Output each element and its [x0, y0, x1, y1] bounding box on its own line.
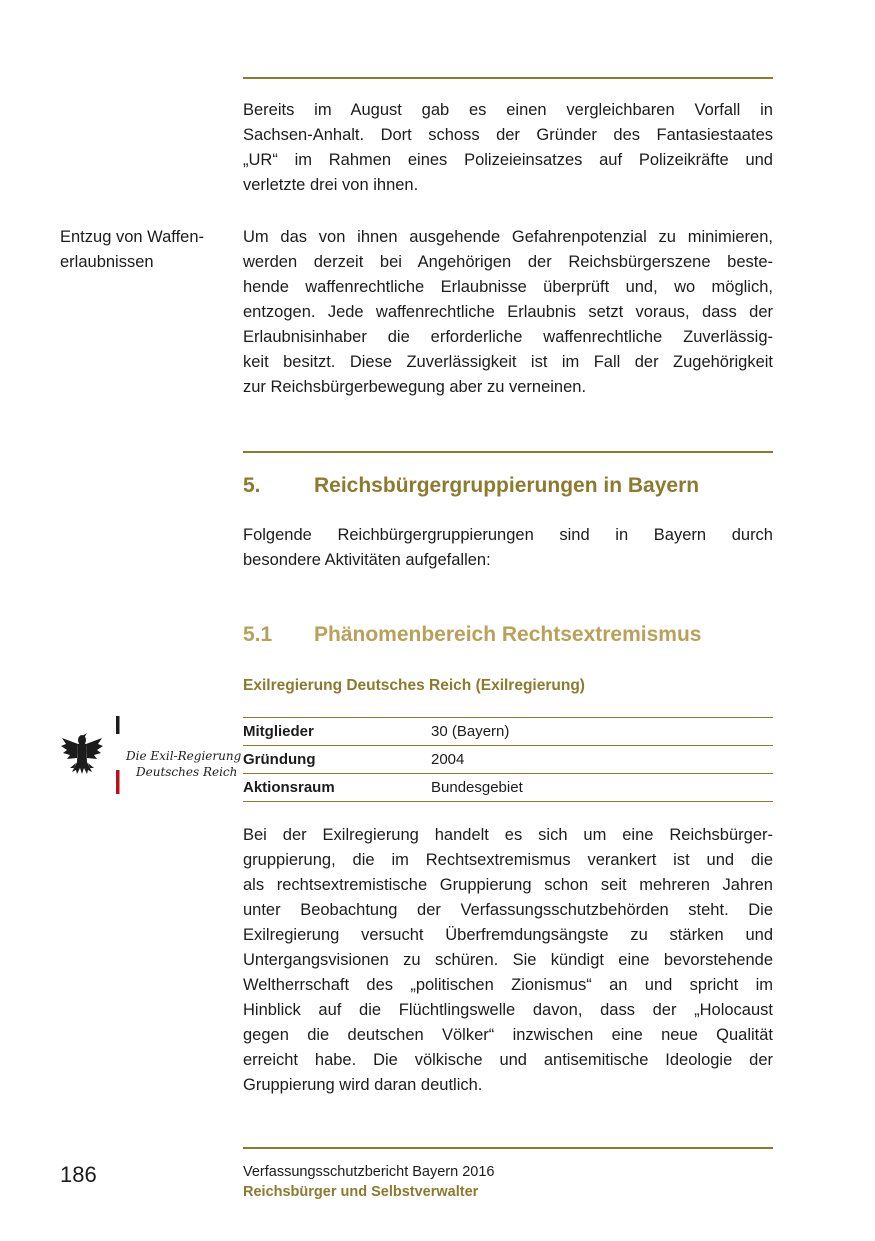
paragraph-line: Bei der Exilregierung handelt es sich um eine Reichsbürger- — [243, 826, 773, 844]
paragraph-line: Um das von ihnen ausgehende Gefahrenpotenzial zu minimieren, — [243, 228, 773, 246]
table-key: Aktionsraum — [243, 779, 335, 796]
paragraph-line: zur Reichsbürgerbewegung aber zu verneinen. — [243, 378, 587, 396]
section-number: 5. — [243, 474, 261, 497]
logo-text-line2: Deutsches Reich — [136, 765, 238, 779]
exilregierung-logo — [60, 716, 242, 794]
paragraph-line: Gruppierung wird daran deutlich. — [243, 1076, 483, 1094]
paragraph-line: besondere Aktivitäten aufgefallen: — [243, 551, 491, 569]
paragraph-line: Exilregierung versucht Überfremdungsängste zu stärken und — [243, 926, 773, 944]
paragraph-line: Bereits im August gab es einen vergleichbaren Vorfall in — [243, 101, 773, 119]
top-rule — [243, 77, 773, 79]
paragraph-line: werden derzeit bei Angehörigen der Reichsbürgerszene beste- — [243, 253, 773, 271]
paragraph-1 — [243, 98, 773, 198]
eagle-icon — [60, 716, 242, 794]
paragraph-line: erreicht habe. Die völkische und antisemitische Ideologie der — [243, 1051, 773, 1069]
paragraph-4 — [243, 823, 773, 1098]
footer-title: Verfassungsschutzbericht Bayern 2016 — [243, 1164, 495, 1180]
table-key: Mitglieder — [243, 723, 314, 740]
footer-subtitle: Reichsbürger und Selbstverwalter — [243, 1184, 479, 1200]
paragraph-line: keit besitzt. Diese Zuverlässigkeit ist im Fall der Zugehörigkeit — [243, 353, 773, 371]
table-row — [243, 717, 773, 745]
table-row — [243, 745, 773, 773]
page-number: 186 — [60, 1162, 97, 1187]
paragraph-line: Sachsen-Anhalt. Dort schoss der Gründer des Fantasiestaates — [243, 126, 773, 144]
paragraph-line: entzogen. Jede waffenrechtliche Erlaubnis setzt voraus, dass der — [243, 303, 773, 321]
table-value: 2004 — [431, 751, 465, 768]
section-rule — [243, 451, 773, 453]
margin-note-line: Entzug von Waffen- — [60, 228, 204, 246]
paragraph-2 — [243, 225, 773, 400]
subsection-title: Phänomenbereich Rechtsextremismus — [314, 623, 702, 646]
group-heading: Exilregierung Deutsches Reich (Exilregierung) — [243, 677, 585, 694]
paragraph-line: als rechtsextremistische Gruppierung schon seit mehreren Jahren — [243, 876, 773, 894]
paragraph-line: Hinblick auf die Flüchtlingswelle davon, dass der „Holocaust — [243, 1001, 773, 1019]
paragraph-line: hende waffenrechtliche Erlaubnisse überprüft und, wo möglich, — [243, 278, 773, 296]
paragraph-line: verletzte drei von ihnen. — [243, 176, 419, 194]
section-heading — [243, 471, 773, 501]
paragraph-line: Folgende Reichbürgergruppierungen sind in Bayern durch — [243, 526, 773, 544]
logo-text-line1: Die Exil-Regierung — [126, 749, 242, 763]
subsection-number: 5.1 — [243, 623, 273, 646]
paragraph-line: gegen die deutschen Völker“ inzwischen eine neue Qualität — [243, 1026, 773, 1044]
paragraph-line: gruppierung, die im Rechtsextremismus verankert ist und die — [243, 851, 773, 869]
table-value: 30 (Bayern) — [431, 723, 510, 740]
paragraph-line: unter Beobachtung der Verfassungsschutzbehörden steht. Die — [243, 901, 773, 919]
paragraph-line: Untergangsvisionen zu schüren. Sie kündigt eine bevorstehende — [243, 951, 773, 969]
info-table — [243, 717, 773, 802]
margin-note — [60, 225, 230, 275]
paragraph-line: Erlaubnisinhaber die erforderliche waffenrechtliche Zuverlässig- — [243, 328, 773, 346]
paragraph-line: Weltherrschaft des „politischen Zionismus“ an und spricht im — [243, 976, 773, 994]
table-value: Bundesgebiet — [431, 779, 523, 796]
table-key: Gründung — [243, 751, 316, 768]
subsection-heading — [243, 620, 773, 650]
paragraph-line: „UR“ im Rahmen eines Polizeieinsatzes auf Polizeikräfte und — [243, 151, 773, 169]
table-row — [243, 773, 773, 802]
footer-rule — [243, 1147, 773, 1149]
section-title: Reichsbürgergruppierungen in Bayern — [314, 474, 700, 497]
margin-note-line: erlaubnissen — [60, 253, 154, 271]
paragraph-3 — [243, 523, 773, 573]
